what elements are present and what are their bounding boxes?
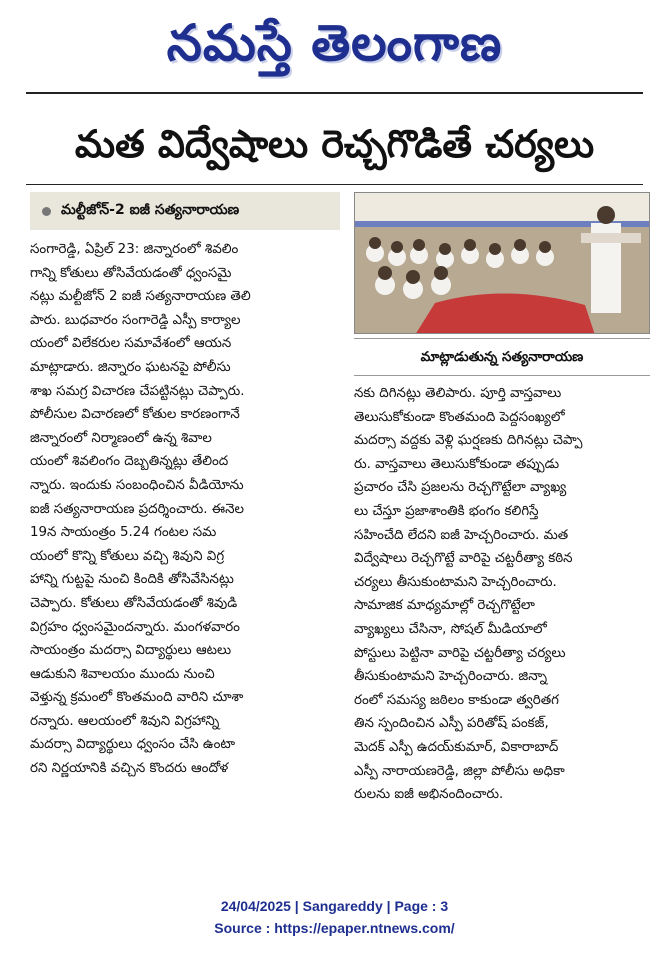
masthead-logo: నమస్తే తెలంగాణ (166, 14, 503, 72)
press-meet-photo (355, 193, 650, 334)
paragraph-line: రంలో సమస్య జఠిలం కాకుండా త్వరితగ (354, 692, 559, 708)
page-title: మత విద్వేషాలు రెచ్చగొడితే చర్యలు (74, 122, 595, 166)
photo-caption: మాట్లాడుతున్న సత్యనారాయణ (354, 338, 650, 376)
article-column-1 (30, 238, 340, 870)
paragraph-line: యంలో విలేకరుల సమావేశంలో ఆయన (30, 336, 232, 352)
paragraph-line: గాన్ని కోతులు తోసివేయడంతో ధ్వంసమై (30, 265, 232, 281)
subheading-text: మల్టీజోన్-2 ఐజీ సత్యనారాయణ (61, 201, 240, 218)
paragraph-line: వ్యాఖ్యలు చేసినా, సోషల్ మీడియాలో (354, 621, 547, 637)
article-column-2 (354, 382, 650, 870)
paragraph-line: వెళ్తున్న క్రమంలో కొంతమంది వారిని చూశా (30, 690, 244, 706)
divider (26, 92, 643, 94)
paragraph-line: సహించేది లేదని ఐజీ హెచ్చరించారు. మత (354, 527, 569, 543)
paragraph-line: యంలో శివలింగం దెబ్బతిన్నట్లు తేలింద (30, 454, 229, 470)
paragraph-line: న్నారు. ఇందుకు సంబంధించిన వీడియోను (30, 477, 244, 493)
paragraph-line: పోలీసుల విచారణలో కోతుల కారణంగానే (30, 407, 240, 423)
paragraph-line: శాఖ సమగ్ర విచారణ చేపట్టినట్లు చెప్పారు. (30, 383, 245, 399)
paragraph-line: సామాజిక మాధ్యమాల్లో రెచ్చగొట్టేలా (354, 598, 535, 614)
paragraph-line: తెలుసుకోకుండా కొంతమంది పెద్దసంఖ్యలో (354, 409, 565, 425)
paragraph-line: లు చేస్తూ ప్రజాశాంతికి భంగం కలిగిస్తే (354, 503, 539, 519)
paragraph-line: యంలో కొన్ని కోతులు వచ్చి శివుని విగ్ర (30, 548, 225, 564)
paragraph-line: సాయంత్రం మదర్సా విద్యార్థులు ఆటలు (30, 643, 232, 659)
paragraph-line: రని నిర్ణయానికి వచ్చిన కొందరు ఆందోళ (30, 761, 229, 777)
paragraph-line: ప్రచారం చేసి ప్రజలను రెచ్చగొట్టేలా వ్యాఖ్య (354, 480, 567, 496)
paragraph-line: మదర్సా వద్దకు వెళ్లి ఘర్షణకు దిగినట్లు చెప్పా (354, 433, 583, 449)
paragraph-line: చెప్పారు. కోతులు తోసివేయడంతో శివుడి (30, 595, 238, 611)
subheading (30, 192, 340, 230)
paragraph-line: 19న సాయంత్రం 5.24 గంటల సమ (30, 525, 217, 541)
paragraph-line: పారు. బుధవారం సంగారెడ్డి ఎస్పీ కార్యాల (30, 312, 241, 328)
footer-source-link[interactable]: Source : https://epaper.ntnews.com/ (214, 920, 455, 936)
paragraph-line: నకు దిగినట్లు తెలిపారు. పూర్తి వాస్తవాలు (354, 386, 562, 401)
paragraph-line: చర్యలు తీసుకుంటామని హెచ్చరించారు. (354, 574, 557, 590)
divider (26, 184, 643, 185)
paragraph-line: మెదక్ ఎస్పీ ఉదయ్‌కుమార్, వికారాబాద్ (354, 739, 559, 755)
paragraph-line: నట్లు మల్టీజోన్ 2 ఐజీ సత్యనారాయణ తెలి (30, 289, 251, 305)
paragraph-line: విగ్రహం ధ్వంసమైందన్నారు. మంగళవారం (30, 619, 240, 635)
paragraph-line: ఎస్పీ నారాయణరెడ్డి, జిల్లా పోలీసు అధికా (354, 763, 565, 779)
bullet-icon (42, 207, 51, 216)
paragraph-line: విద్వేషాలు రెచ్చగొట్టే వారిపై చట్టరీత్యా కఠిన (354, 551, 573, 567)
paragraph-line: మదర్సా విద్యార్థులు ధ్వంసం చేసి ఉంటా (30, 737, 236, 753)
paragraph-line: జిన్నారంలో నిర్మాణంలో ఉన్న శివాల (30, 430, 212, 446)
paragraph-line: ఐజీ సత్యనారాయణ ప్రదర్శించారు. ఈనెల (30, 501, 245, 517)
paragraph-line: హాన్ని గుట్టపై నుంచి కిందికి తోసివేసినట్లు (30, 572, 234, 588)
paragraph-line: ఆడుకుని శివాలయం ముందు నుంచి (30, 666, 215, 682)
paragraph-line: సంగారెడ్డి, ఏప్రిల్ 23: జిన్నారంలో శివలిం (30, 242, 239, 257)
paragraph-line: రులను ఐజీ అభినందించారు. (354, 787, 504, 803)
paragraph-line: మాట్లాడారు. జిన్నారం ఘటనపై పోలీసు (30, 359, 231, 375)
paragraph-line: పోస్టులు పెట్టినా వారిపై చట్టరీత్యా చర్యలు (354, 645, 566, 661)
news-photo (354, 192, 650, 334)
paragraph-line: తిన స్పందించిన ఎస్పీ పరితోష్ పంకజ్, (354, 716, 549, 732)
paragraph-line: రన్నారు. ఆలయంలో శివుని విగ్రహాన్ని (30, 713, 220, 729)
paragraph-line: రు. వాస్తవాలు తెలుసుకోకుండా తప్పుడు (354, 456, 560, 472)
paragraph-line: తీసుకుంటామని హెచ్చరించారు. జిన్నా (354, 669, 548, 685)
footer-date-line: 24/04/2025 | Sangareddy | Page : 3 (220, 898, 449, 914)
